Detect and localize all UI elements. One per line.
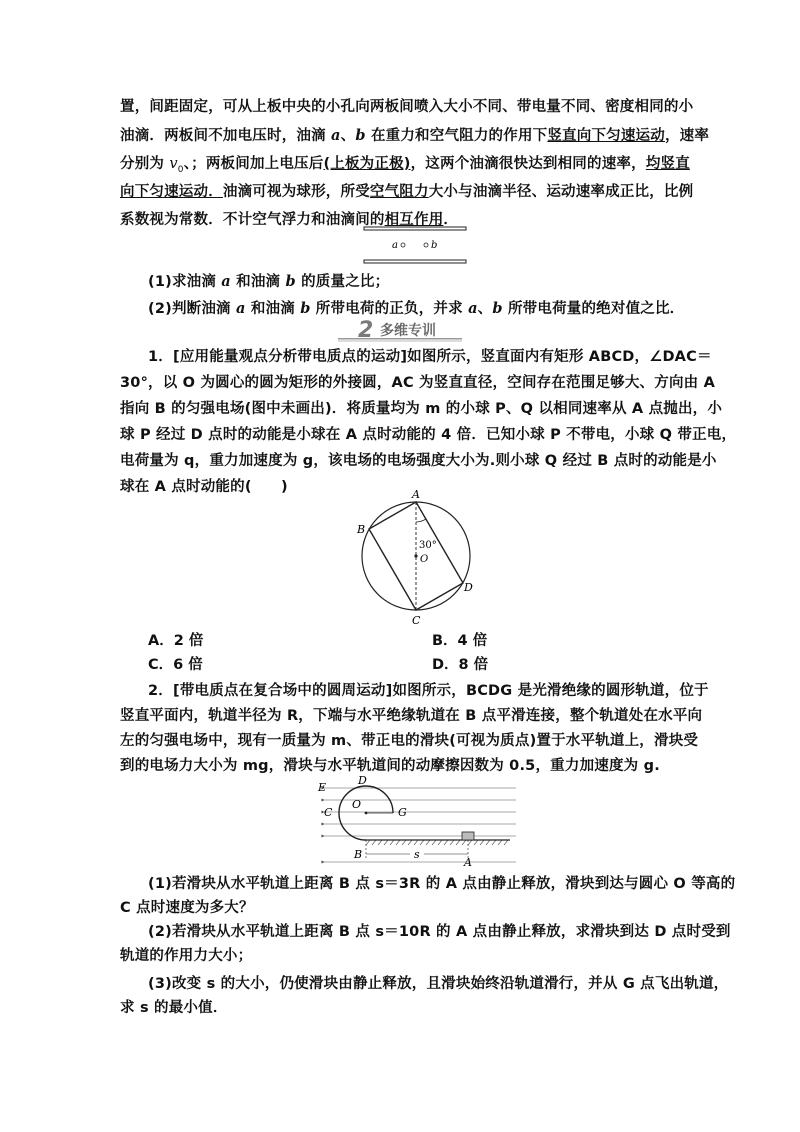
svg-text:C: C (324, 806, 333, 819)
svg-text:O: O (352, 798, 362, 811)
svg-text:s: s (414, 848, 420, 861)
svg-text:O: O (420, 554, 429, 565)
svg-text:A: A (464, 856, 472, 868)
svg-text:30°: 30° (419, 540, 437, 551)
intro-line-1: 置，间距固定，可从上板中央的小孔向两板间喷入大小不同、带电量不同、密度相同的小 (120, 99, 694, 115)
droplet-a (401, 243, 405, 247)
intro-line-3: 分别为 $v_0$、；两板间加上电压后(上板为正极)，这两个油滴很快达到相同的速率，均竖直 (120, 156, 690, 175)
svg-text:B: B (354, 848, 363, 861)
problem-2-question-2b: 轨道的作用力大小； (120, 948, 253, 964)
question-2: (2)判断油滴 a 和油滴 b 所带电荷的正负，并求 a、b 所带电荷量的绝对值之比． (148, 300, 685, 317)
problem-1-line-6: 球在 A 点时动能的( ) (120, 479, 288, 495)
svg-text:A: A (412, 488, 420, 501)
underline-uniform-descent: 竖直向下匀速运动 (547, 128, 665, 144)
banner-title: 多维专训 (380, 323, 436, 339)
problem-1-line-4: 球 P 经过 D 点时的动能是小球在 A 点时动能的 4 倍．已知小球 P 不带电，小球 Q 带正电， (120, 427, 737, 443)
svg-text:G: G (398, 806, 407, 819)
option-b[interactable]: B．4 倍 (432, 633, 488, 649)
problem-1-line-1: 1．[应用能量观点分析带电质点的运动]如图所示，竖直面内有矩形 ABCD，∠DAC＝ (148, 349, 712, 365)
circular-track-figure (314, 776, 518, 868)
parallel-plates-figure (362, 226, 470, 268)
svg-text:D: D (464, 581, 473, 594)
droplet-b-label: b (431, 240, 438, 251)
problem-2-question-1a: (1)若滑块从水平轨道上距离 B 点 s＝3R 的 A 点由静止释放，滑块到达与圆心 O 等高的 (148, 876, 736, 892)
option-a[interactable]: A．2 倍 (148, 633, 204, 649)
intro-line-4: 向下匀速运动．油滴可视为球形，所受空气阻力大小与油滴半径、运动速率成正比，比例 (120, 184, 694, 200)
svg-text:B: B (357, 523, 366, 536)
option-c[interactable]: C．6 倍 (148, 657, 203, 673)
problem-2-question-3b: 求 s 的最小值． (120, 1000, 228, 1016)
circle-rectangle-figure (346, 486, 486, 628)
problem-1-line-2: 30°，以 O 为圆心的圆为矩形的外接圆，AC 为竖直直径，空间存在范围足够大、方向由 A (120, 375, 716, 391)
svg-text:E: E (318, 781, 327, 794)
intro-line-2: 油滴．两板间不加电压时，油滴 a、b 在重力和空气阻力的作用下竖直向下匀速运动，速率 (120, 127, 710, 144)
problem-2-line-2: 竖直平面内，轨道半径为 R，下端与水平绝缘轨道在 B 点平滑连接，整个轨道处在水平向 (120, 708, 703, 724)
problem-2-line-1: 2．[带电质点在复合场中的圆周运动]如图所示，BCDG 是光滑绝缘的圆形轨道，位于 (148, 683, 709, 699)
svg-text:D: D (358, 776, 367, 787)
problem-2-line-4: 到的电场力大小为 mg，滑块与水平轨道间的动摩擦因数为 0.5，重力加速度为 g. (120, 758, 660, 774)
option-d[interactable]: D．8 倍 (432, 657, 489, 673)
question-1: (1)求油滴 a 和油滴 b 的质量之比； (148, 273, 390, 290)
problem-1-line-3: 指向 B 的匀强电场(图中未画出)．将质量均为 m 的小球 P、Q 以相同速率从 A 点抛出，小 (120, 401, 723, 417)
droplet-a-label: a (392, 240, 398, 251)
intro-line-5: 系数视为常数．不计空气浮力和油滴间的相互作用． (120, 212, 459, 228)
banner-number: 2 (358, 318, 374, 343)
problem-1-line-5: 电荷量为 q，重力加速度为 g，该电场的电场强度大小为.则小球 Q 经过 B 点时的动能是小 (120, 453, 717, 469)
problem-2-question-1b: C 点时速度为多大？ (120, 900, 254, 916)
section-banner (338, 316, 462, 344)
droplet-b (424, 243, 428, 247)
svg-text:C: C (412, 614, 421, 627)
problem-2-question-2a: (2)若滑块从水平轨道上距离 B 点 s＝10R 的 A 点由静止释放，求滑块到达 D 点时受到 (148, 924, 731, 940)
problem-2-question-3a: (3)改变 s 的大小，仍使滑块由静止释放，且滑块始终沿轨道滑行，并从 G 点飞出轨道， (148, 976, 729, 992)
problem-2-line-3: 左的匀强电场中，现有一质量为 m、带正电的滑块(可视为质点)置于水平轨道上，滑块受 (120, 733, 699, 749)
